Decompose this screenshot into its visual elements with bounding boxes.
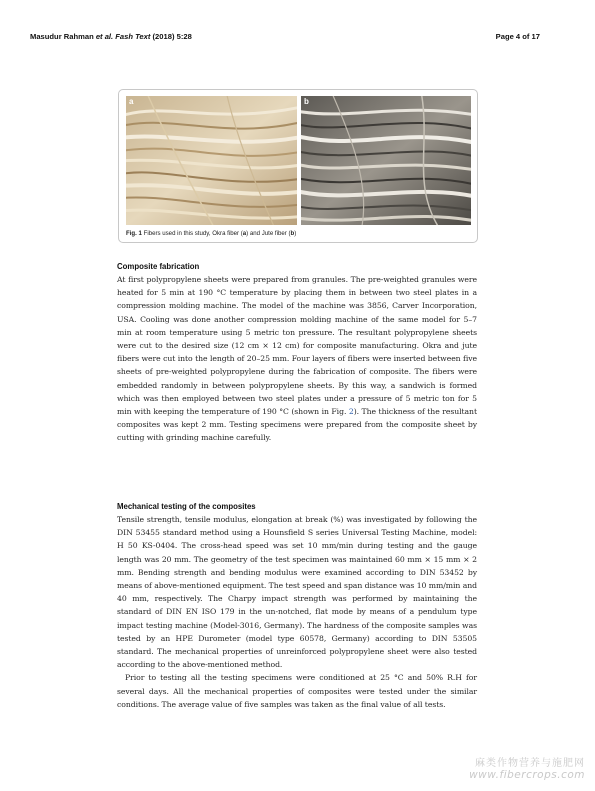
figure-1 xyxy=(118,89,478,243)
journal-name: et al. Fash Text xyxy=(93,32,151,41)
author-label: Masudur Rahman xyxy=(30,32,94,41)
journal-citation xyxy=(30,32,192,41)
body-paragraph: Tensile strength, tensile modulus, elongation at break (%) was investigated by following the DIN 53455 standard method using a Hounsfield S series Universal Testing Machine, model: H 50 KS-0404. The cross-head speed was set 10 mm/min during testing and the gauge length was 20 mm. The geometry of the test specimen was maintained 60 mm × 15 mm × 2 mm. Bending strength and bending modulus were examined according to DIN 53452 by means of above-mentioned equipment. The test speed and span distance was 10 mm/min and 40 mm, respectively. The Charpy impact strength was performed by maintaining the standard of DIN EN ISO 179 in the un-notched, flat mode by means of a pendulum type impact testing machine (Model-3016, Germany). The hardness of the composite samples was tested by an HPE Durometer (model type 60578, Germany) according to DIN 53505 standard. The mechanical properties of unreinforced polypropylene sheet were also tested according to the above-mentioned method. xyxy=(117,515,477,670)
paragraph-text: At first polypropylene sheets were prepared from granules. The pre-weighted granules were heated for 5 min at 190 °C temperature by placing them in between two steel plates in a compression molding machine. The model of the machine was 3856, Carver Incorporation, USA. Cooling was done another compression molding machine of the same model for 5–7 min at room temperature using 5 metric ton pressure. The resultant polypropylene sheets were cut to the desired size (12 cm × 12 cm) for composite manufacturing. Okra and jute fibers were cut into the length of 20–25 mm. Four layers of fibers were inserted between five sheets of pre-weighted polypropylene during the fabrication of composite. The fibers were embedded randomly in between polypropylene sheets. By this way, a sandwich is formed which was then employed between two steel plates under a pressure of 5 metric ton for 5 min with keeping the temperature of 190 °C (shown in Fig. xyxy=(117,275,477,417)
journal-year: (2018) 5:28 xyxy=(150,32,192,41)
panel-b-label: b xyxy=(304,97,309,106)
figure-label: Fig. 1 xyxy=(126,230,142,237)
body-paragraph: Prior to testing all the testing specimens were conditioned at 25 °C and 50% R.H for several days. All the mechanical properties of composites were tested under the similar conditions. The average value of five samples was taken as the final value of all tests. xyxy=(117,673,477,709)
okra-fiber-image xyxy=(126,96,297,225)
section-heading: Composite fabrication xyxy=(117,262,200,271)
paragraph-text: ). The thickness of the resultant composites was kept 2 mm. Testing specimens were prepared from the composite sheet by cutting with grinding machine carefully. xyxy=(117,407,477,443)
jute-fiber-photo xyxy=(301,96,471,225)
figure-2-link[interactable]: 2 xyxy=(348,407,354,417)
caption-ref-a: a xyxy=(242,230,247,237)
body-paragraph xyxy=(117,273,477,445)
panel-a-label: a xyxy=(129,97,134,106)
section-composite-fabrication xyxy=(117,262,477,445)
caption-ref-b: b xyxy=(290,230,295,237)
caption-text-1: Fibers used in this study, Okra fiber ( xyxy=(141,230,243,237)
watermark-url: www.fibercrops.com xyxy=(469,769,585,781)
jute-fiber-image xyxy=(301,96,471,225)
figure-caption xyxy=(126,230,296,237)
section-mechanical-testing xyxy=(117,502,477,711)
page-number: Page 4 of 17 xyxy=(495,32,540,41)
caption-text-3: ) xyxy=(294,230,297,237)
site-watermark xyxy=(469,754,585,781)
okra-fiber-photo xyxy=(126,96,297,225)
caption-text-2: ) and Jute fiber ( xyxy=(246,230,291,237)
watermark-cn: 麻类作物营养与施肥网 xyxy=(475,758,585,769)
section-heading: Mechanical testing of the composites xyxy=(117,502,256,511)
